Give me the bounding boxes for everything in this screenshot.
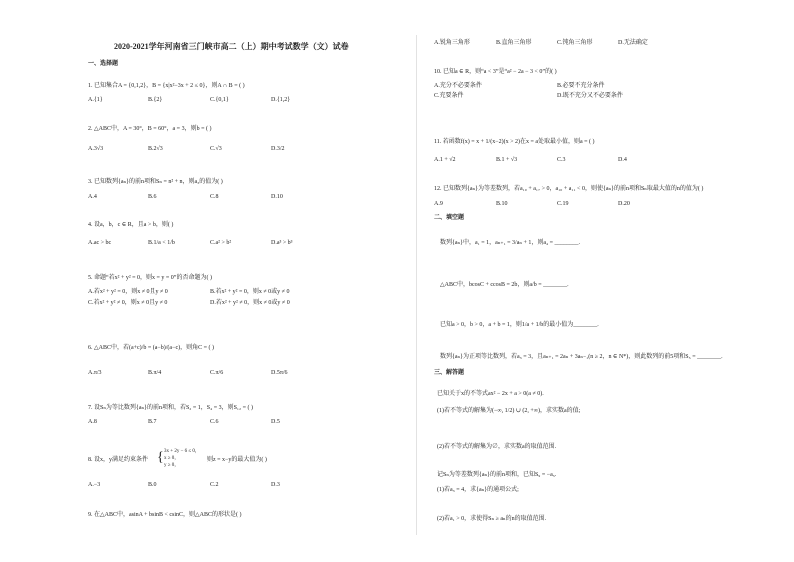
q6-option-a: A.π/3 [88, 370, 102, 376]
exam-title: 2020-2021学年河南省三门峡市高二（上）期中考试数学（文）试卷 [114, 42, 349, 51]
q2-option-d: D.3/2 [271, 146, 285, 152]
question-18-part-2: (2)若a₁ > 0，求使得Sₙ ≥ aₙ的n的取值范围. [437, 516, 547, 522]
q10-option-b: B.必要不充分条件 [557, 83, 605, 89]
q12-option-d: D.20 [618, 201, 630, 207]
q11-option-a: A.1 + √2 [434, 157, 456, 163]
q4-option-a: A.ac > bc [88, 240, 112, 246]
q8-constraint-2: x ≥ 0， [164, 456, 180, 461]
q8-constraint-1: 3x + 2y − 6 ≤ 0， [164, 449, 200, 454]
question-12-stem: 12. 已知数列{aₙ}为等差数列，若a₁₀ + a₁₇ > 0，a₁₀ + a₁₁ < 0，则使{aₙ}的前n项和Sₙ取最大值的n的值为( ) [434, 186, 704, 192]
q6-option-d: D.5π/6 [271, 370, 288, 376]
question-6-stem: 6. △ABC中，若(a+c)/b = (a−b)/(a−c)，则角C = ( ) [88, 345, 215, 351]
q12-option-c: C.19 [557, 201, 569, 207]
question-5-stem: 5. 命题“若x² + y² = 0，则x = y = 0”的否命题为( ) [88, 275, 212, 281]
question-1-stem: 1. 已知集合A = {0,1,2}，B = {x|x²−3x + 2 ≤ 0}，则A ∩ B = ( ) [88, 83, 245, 89]
q1-option-d: D.{1,2} [271, 97, 291, 103]
q9-option-c: C.钝角三角形 [557, 40, 593, 46]
q2-option-c: C.√3 [210, 146, 222, 152]
q12-option-a: A.9 [434, 201, 443, 207]
question-4-stem: 4. 设a，b，c ∈ R，且a > b，则( ) [88, 222, 174, 228]
q4-option-b: B.1/a < 1/b [148, 240, 175, 246]
q4-option-c: C.a² > b² [210, 240, 232, 246]
q3-option-b: B.6 [148, 194, 157, 200]
q11-option-b: B.1 + √3 [496, 157, 518, 163]
q1-option-a: A.{1} [88, 97, 103, 103]
q11-option-c: C.3 [557, 157, 566, 163]
section-answer-heading: 三、解答题 [434, 370, 465, 376]
section-fill-heading: 二、填空题 [434, 215, 465, 221]
question-8-stem-a: 8. 设x，y满足约束条件 [88, 457, 149, 463]
q1-option-b: B.{2} [148, 97, 163, 103]
q9-option-b: B.直角三角形 [496, 40, 532, 46]
question-18-stem: 记Sₙ为等差数列{aₙ}的前n项和，已知S₉ = −a₅. [437, 472, 557, 478]
q10-option-a: A.充分不必要条件 [434, 83, 482, 89]
q8-option-c: C.2 [210, 482, 219, 488]
q12-option-b: B.10 [496, 201, 508, 207]
q9-option-a: A.锐角三角形 [434, 40, 470, 46]
q2-option-b: B.2√3 [148, 146, 163, 152]
q9-option-d: D.无法确定 [618, 40, 648, 46]
question-17-part-2: (2)若不等式的解集为∅，求实数a的取值范围. [437, 444, 557, 450]
q3-option-a: A.4 [88, 194, 97, 200]
question-13: 数列{aₙ}中，a₁ = 1，aₙ₊₁ = 3/aₙ + 1，则a₄ = ________. [440, 240, 581, 246]
question-18-part-1: (1)若a₃ = 4，求{aₙ}的通项公式; [437, 487, 519, 493]
q6-option-c: C.π/6 [210, 370, 224, 376]
question-3-stem: 3. 已知数列{aₙ}的前n项和Sₙ = n² + n，则a₃的值为( ) [88, 179, 223, 185]
q5-option-d: D.若x² + y² ≠ 0，则x ≠ 0或y ≠ 0 [210, 300, 290, 306]
q8-option-b: B.0 [148, 482, 157, 488]
q7-option-d: D.5 [271, 419, 280, 425]
q5-option-b: B.若x² + y² = 0，则x ≠ 0或y ≠ 0 [210, 289, 290, 295]
q8-option-a: A.−3 [88, 482, 101, 488]
question-7-stem: 7. 设Sₙ为等比数列{aₙ}的前n项和，若S₂ = 1，S₄ = 3，则S₁₂ = ( ) [88, 405, 253, 411]
q8-constraint-3: y ≥ 0， [164, 463, 180, 468]
q2-option-a: A.3√3 [88, 146, 104, 152]
q7-option-a: A.8 [88, 419, 97, 425]
question-17-stem: 已知关于x的不等式ax² − 2x + a > 0(a ≠ 0). [437, 391, 544, 397]
q7-option-c: C.6 [210, 419, 219, 425]
q10-option-c: C.充要条件 [434, 93, 464, 99]
q8-option-d: D.3 [271, 482, 280, 488]
question-10-stem: 10. 已知a ∈ R，则“a < 3”是“a² − 2a − 3 < 0”的( ) [434, 69, 557, 75]
q6-option-b: B.π/4 [148, 370, 162, 376]
question-16: 数列{aₙ}为正项等比数列，若a₃ = 3，且aₙ₊₁ = 2aₙ + 3aₙ₋₁(n ≥ 2，n ∈ N*)，则此数列的前5项和S₅ = ________. [440, 354, 723, 360]
q10-option-d: D.既不充分又不必要条件 [557, 93, 623, 99]
question-9-stem: 9. 在△ABC中，asinA + bsinB < csinC，则△ABC的形状是( ) [88, 512, 242, 518]
q3-option-c: C.8 [210, 194, 219, 200]
q7-option-b: B.7 [148, 419, 157, 425]
q5-option-a: A.若x² + y² = 0，则x ≠ 0且y ≠ 0 [88, 289, 168, 295]
q4-option-d: D.a³ > b³ [271, 240, 293, 246]
question-17-part-1: (1)若不等式的解集为(−∞, 1/2) ∪ (2, +∞)，求实数a的值; [437, 408, 581, 414]
q11-option-d: D.4 [618, 157, 627, 163]
question-15: 已知a > 0，b > 0，a + b = 1，则1/a + 1/b的最小值为________. [440, 322, 599, 328]
column-divider [416, 35, 417, 535]
q5-option-c: C.若x² + y² ≠ 0，则x ≠ 0且y ≠ 0 [88, 300, 168, 306]
question-2-stem: 2. △ABC中，A = 30°，B = 60°，a = 3，则b = ( ) [88, 126, 212, 132]
question-8-stem-b: 则z = x−y的最大值为( ) [207, 457, 267, 463]
section-choice-heading: 一、选择题 [88, 61, 119, 67]
question-14: △ABC中，bcosC + ccosB = 2b，则a/b = ________. [440, 282, 569, 288]
q1-option-c: C.{0,1} [210, 97, 229, 103]
q3-option-d: D.10 [271, 194, 283, 200]
question-11-stem: 11. 若函数f(x) = x + 1/(x−2)(x > 2)在x = a处取最小值，则a = ( ) [434, 139, 595, 145]
q8-brace: { [157, 450, 164, 465]
